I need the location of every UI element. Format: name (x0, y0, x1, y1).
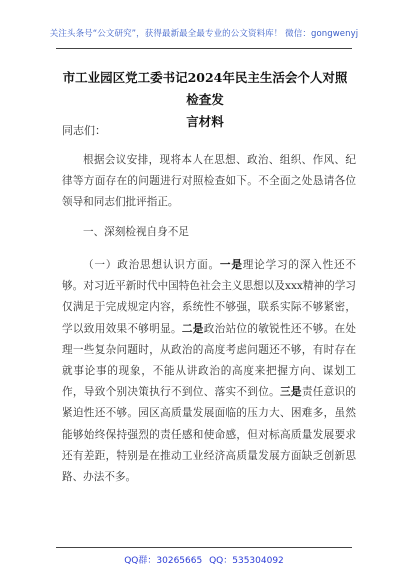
paragraph-text: 政治站位的敏锐性还不够。在处理一些复杂问题时，从政治的高度考虑问题还不够，有时存在就事论事的现象，不能从讲政治的高度来把握方向、谋划工作，导致个别决策执行不到位、落实不到位。 (62, 322, 357, 399)
paragraph-text: 理论学习的深入性还不够。对习近平新时代中国特色社会主义思想以及xxx精神的学习仅满足于完成规定内容，系统性不够强，联系实际不够紧密，学以致用效果不够明显。 (62, 259, 357, 335)
footer-divider (56, 547, 352, 548)
footer-qq-group: QQ群：30265665 (124, 556, 203, 566)
section-heading: 一、深刻检视自身不足 (83, 226, 189, 238)
footer-contact (0, 553, 408, 566)
title-line-1: 市工业园区党工委书记2024年民主生活会个人对照检查发 (62, 70, 348, 107)
greeting: 同志们： (62, 124, 106, 137)
title-line-2: 言材料 (186, 114, 224, 129)
paragraph-text: 责任意识的紧迫性还不够。园区高质量发展面临的压力大、困难多，虽然能够始终保持强烈的责任感和使命感，但对标高质量发展要求还有差距，特别是在推动工业经济高质量发展方面缺乏创新思路、办法不多。 (62, 386, 357, 484)
footer-qq: QQ：535304092 (209, 556, 284, 566)
political-thought-paragraph (62, 255, 356, 488)
intro-paragraph: 根据会议安排，现将本人在思想、政治、组织、作风、纪律等方面存在的问题进行对照检查如下。不全面之处恳请各位领导和同志们批评指正。 (62, 154, 356, 209)
emphasis-first: 一是 (219, 259, 243, 271)
emphasis-third: 三是 (280, 386, 302, 399)
paragraph-text: （一）政治思想认识方面。 (83, 259, 220, 271)
header-note: 关注头条号“公文研究”，获得最新最全最专业的公文资料库！ 微信：gongwenyj (49, 29, 359, 39)
emphasis-second: 二是 (181, 322, 204, 335)
header-divider (56, 48, 352, 49)
